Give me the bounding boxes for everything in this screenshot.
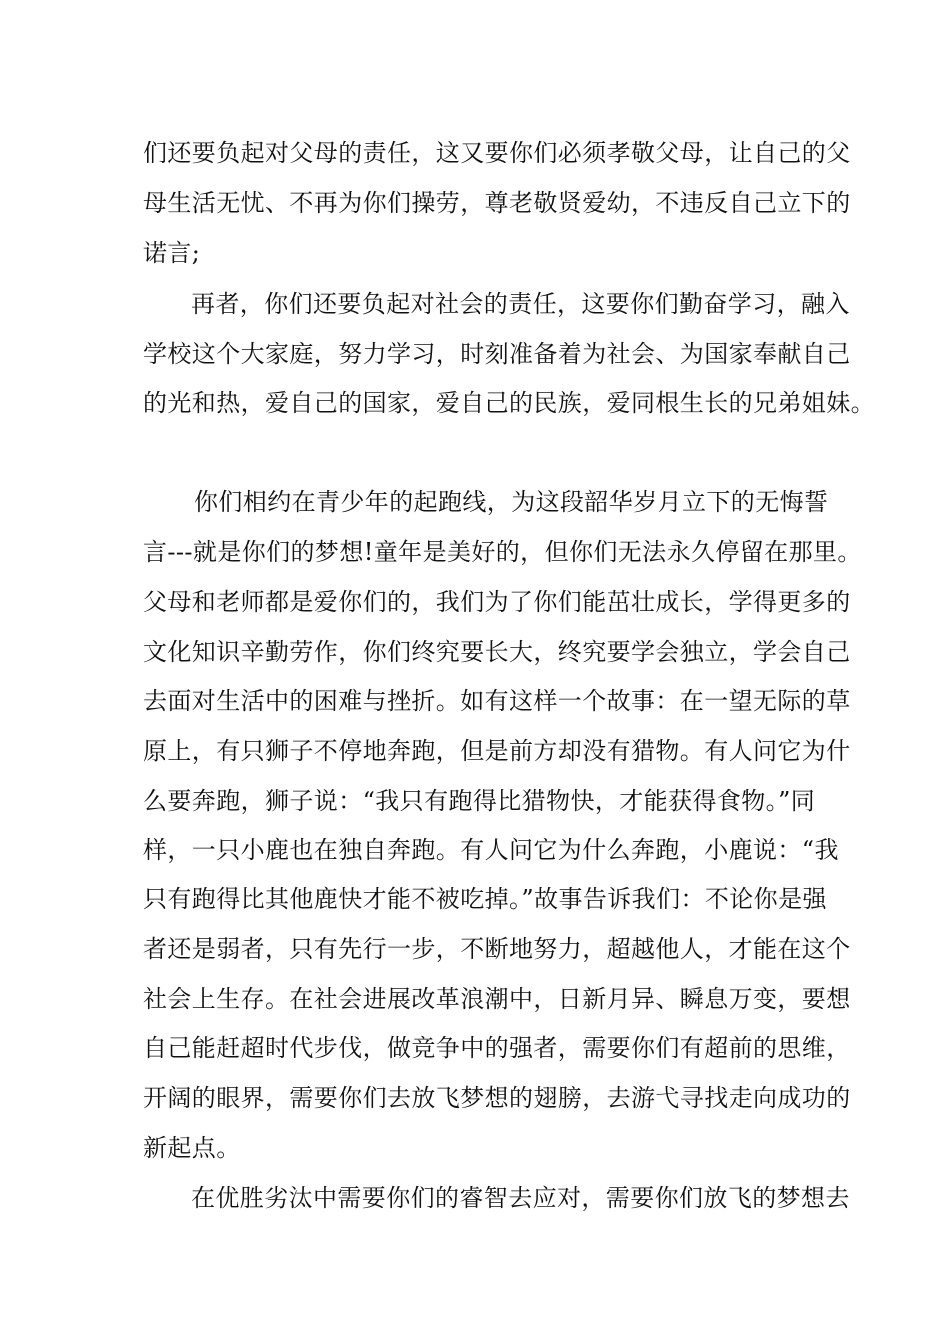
text-line: 你们相约在青少年的起跑线，为这段韶华岁月立下的无悔誓 — [194, 488, 829, 516]
text-line: 的光和热，爱自己的国家，爱自己的民族，爱同根生长的兄弟姐妹。 — [143, 389, 875, 417]
text-line: 社会上生存。在社会进展改革浪潮中，日新月异、瞬息万变，要想 — [143, 985, 851, 1013]
text-line: 样，一只小鹿也在独自奔跑。有人问它为什么奔跑，小鹿说：“我 — [143, 836, 839, 864]
text-line: 新起点。 — [143, 1134, 241, 1162]
text-line: 去面对生活中的困难与挫折。如有这样一个故事：在一望无际的草 — [143, 687, 851, 715]
text-line: 文化知识辛勤劳作，你们终究要长大，终究要学会独立，学会自己 — [143, 638, 851, 666]
text-line: 父母和老师都是爱你们的，我们为了你们能茁壮成长，学得更多的 — [143, 588, 851, 616]
text-line: 言---就是你们的梦想!童年是美好的，但你们无法永久停留在那里。 — [143, 538, 862, 566]
text-line: 母生活无忧、不再为你们操劳，尊老敬贤爱幼，不违反自己立下的 — [143, 189, 851, 217]
text-line: 再者，你们还要负起对社会的责任，这要你们勤奋学习，融入 — [191, 290, 850, 318]
text-line: 开阔的眼界，需要你们去放飞梦想的翅膀，去游弋寻找走向成功的 — [143, 1084, 851, 1112]
text-line: 自己能赶超时代步伐，做竞争中的强者，需要你们有超前的思维， — [143, 1034, 851, 1062]
text-line: 么要奔跑，狮子说：“我只有跑得比猎物快，才能获得食物。”同 — [143, 787, 816, 815]
text-line: 们还要负起对父母的责任，这又要你们必须孝敬父母，让自己的父 — [143, 139, 851, 167]
text-line: 只有跑得比其他鹿快才能不被吃掉。”故事告诉我们：不论你是强 — [143, 885, 827, 913]
text-line: 学校这个大家庭，努力学习，时刻准备着为社会、为国家奉献自己 — [143, 340, 851, 368]
text-line: 者还是弱者，只有先行一步，不断地努力，超越他人，才能在这个 — [143, 935, 851, 963]
text-line: 诺言; — [143, 239, 201, 267]
text-line: 原上，有只狮子不停地奔跑，但是前方却没有猎物。有人问它为什 — [143, 737, 851, 765]
text-line: 在优胜劣汰中需要你们的睿智去应对，需要你们放飞的梦想去 — [191, 1184, 850, 1212]
